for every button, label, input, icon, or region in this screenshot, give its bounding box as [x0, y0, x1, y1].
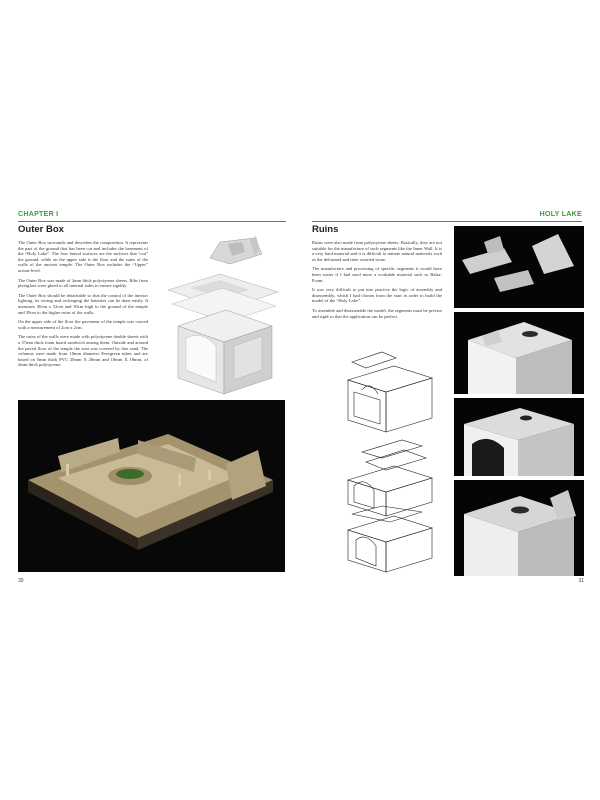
page-number: 30	[18, 578, 24, 584]
paragraph: It was very difficult to put into practice the logic of assembly and disassembly, which I had chosen from the start in order to build the model of the “Holy Lake”.	[312, 287, 442, 304]
paragraph: On the upper side of the floor the pavement of the temple was curved with a measurement of 2cm x 2cm.	[18, 319, 148, 330]
section-title: Outer Box	[18, 224, 64, 235]
body-text	[18, 240, 148, 372]
outer-box-exploded-render	[150, 234, 290, 404]
paragraph: The ruins of the walls were made with polystyrene double sheets with a 37mm thick foam board sandwich among them. Outside and around the paved floor of the temple the area was covered by fine sand. The columns were made from 10mm diameter Evergreen tubes and are based on 5mm thick PVC 20mm X 20mm and 18mm X 18mm, of 2mm thick polystyrene.	[18, 334, 148, 368]
paragraph: The Outer Box was made of 2mm thick polystyrene sheets. Ribs from plexiglass were glued to all internal sides to ensure rigidity.	[18, 277, 148, 289]
ruins-on-box-photo-1	[454, 312, 584, 394]
paragraph: The manufacture and processing of specific segments it would have been easier if I had used more a workable material such as Balsa-Foam.	[312, 266, 442, 283]
ruins-on-box-photo-2	[454, 398, 584, 476]
diorama-photo	[18, 400, 285, 572]
paragraph: The Outer Box surrounds and describes the composition. It represents the part of the ground that has been cut and includes the basement of the “Holy Lake”. The four lateral surfaces are the surfaces that “cut” the ground, while on the upper side is the floor and the ruins of the walls of the ancient temple. The Outer Box includes the “Upper” action-level.	[18, 240, 148, 273]
paragraph: The Outer Box should be detachable so that the control of the interior lighting, its wiring and recharging the batteries can be done easily. It measures 30cm x 52cm and 30cm high to the ground of the temple and 39cm to the higher ruins of the walls.	[18, 292, 148, 315]
section-title: Ruins	[312, 224, 339, 235]
chapter-label: CHAPTER I	[18, 211, 59, 218]
page-number: 31	[578, 578, 584, 584]
ruins-line-drawings	[342, 340, 462, 578]
paragraph: To assemble and disassemble the model, the segments must be precise and rigid so that the application can be perfect.	[312, 307, 442, 319]
paragraph: Ruins were also made from polystyrene sheets. Basically, they are not suitable for the manufacture of such segments like the Inner Wall. It is a very hard material and it is difficult to imitate natural materials such as the deformed and time wearied stone.	[312, 240, 442, 262]
body-text	[312, 240, 442, 323]
chapter-label: HOLY LAKE	[539, 211, 582, 218]
ruin-segments-photo	[454, 226, 584, 308]
chapter-rule	[312, 221, 582, 222]
ruins-on-box-photo-3	[454, 480, 584, 576]
chapter-rule	[18, 221, 286, 222]
right-page	[300, 0, 600, 800]
